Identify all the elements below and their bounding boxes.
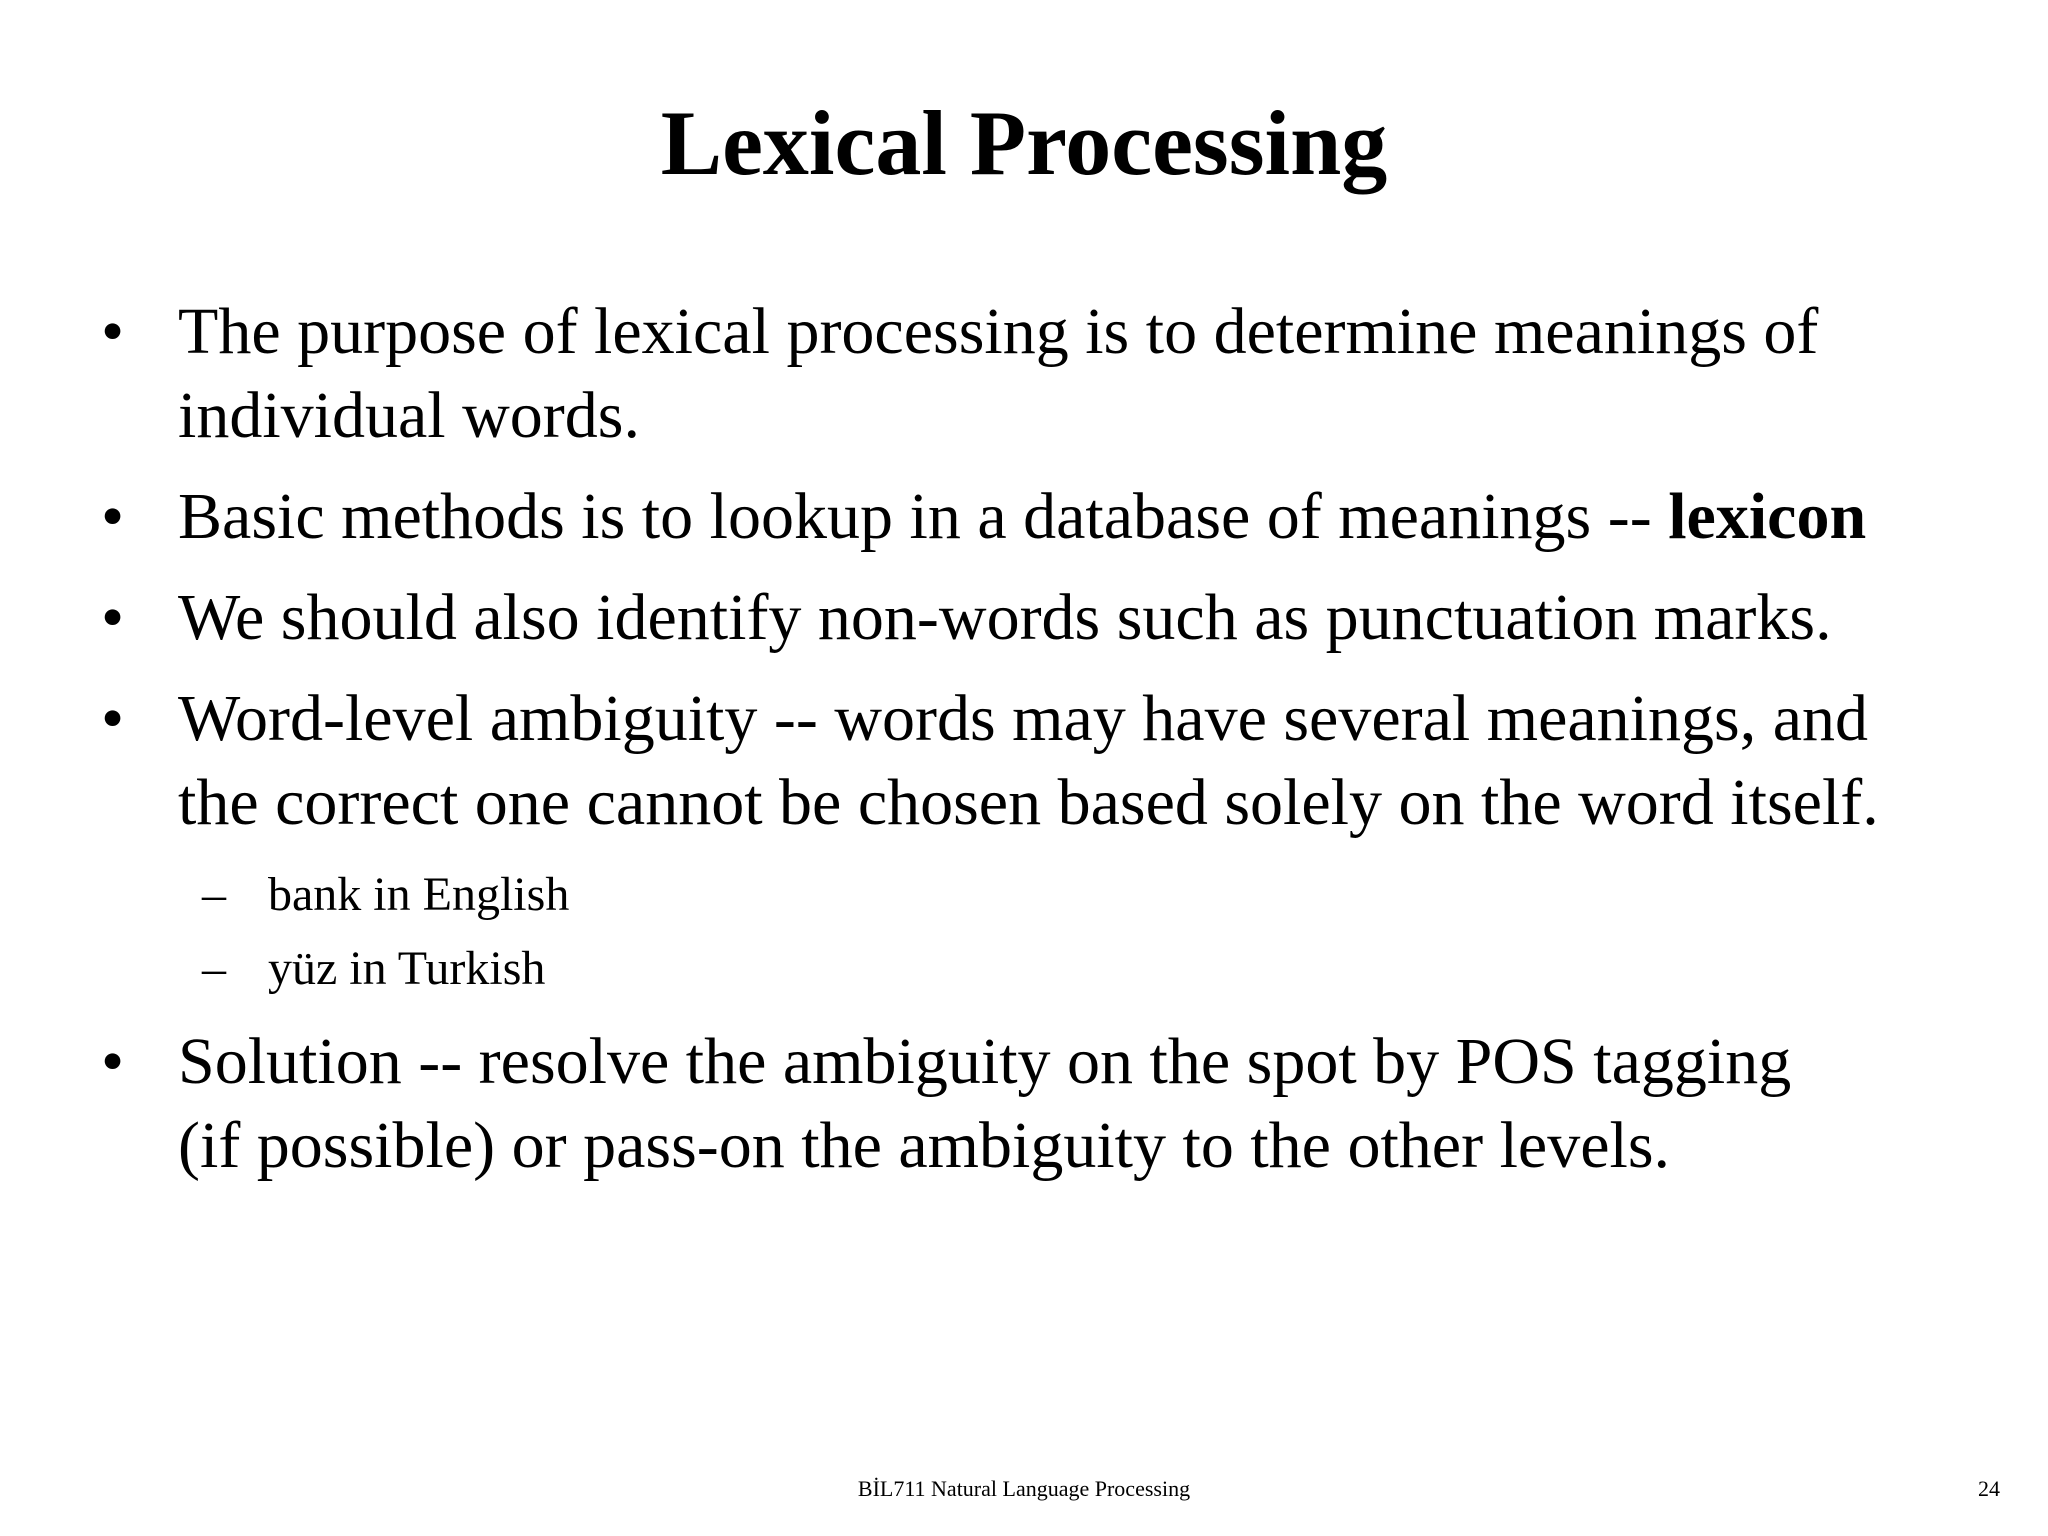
sub-bullet-marker: – bbox=[202, 942, 226, 995]
sub-bullet-list bbox=[0, 858, 2048, 1006]
sub-bullet-marker: – bbox=[202, 868, 226, 921]
bullet-item bbox=[0, 576, 2048, 660]
bullet-item bbox=[0, 290, 2048, 458]
sub-bullet-item bbox=[0, 932, 2048, 1006]
bullet-item bbox=[0, 677, 2048, 845]
bullet-marker: • bbox=[101, 1025, 125, 1098]
slide-body bbox=[0, 290, 2048, 1205]
bullet-text bbox=[178, 475, 2048, 559]
bullet-text: We should also identify non-words such as punctuation marks. bbox=[178, 581, 1832, 654]
bullet-text: the correct one cannot be chosen based solely on the word itself. bbox=[178, 766, 1879, 839]
bullet-text: (if possible) or pass-on the ambiguity to the other levels. bbox=[178, 1109, 1671, 1182]
sub-bullet-item bbox=[0, 858, 2048, 932]
bullet-marker: • bbox=[101, 682, 125, 755]
bullet-text-regular: Basic methods is to lookup in a database of meanings -- bbox=[178, 480, 1669, 553]
bullet-marker: • bbox=[101, 295, 125, 368]
bullet-marker: • bbox=[101, 581, 125, 654]
sub-bullet-text: yüz in Turkish bbox=[268, 942, 546, 995]
bullet-text: Solution -- resolve the ambiguity on the spot by POS tagging bbox=[178, 1025, 1792, 1098]
bullet-text: individual words. bbox=[178, 379, 640, 452]
bullet-text: Word-level ambiguity -- words may have several meanings, and bbox=[178, 682, 1868, 755]
bullet-text-bold: lexicon bbox=[1668, 480, 1867, 553]
page-number: 24 bbox=[1978, 1476, 2000, 1501]
bullet-marker: • bbox=[101, 480, 125, 553]
slide-title: Lexical Processing bbox=[660, 92, 1388, 194]
slide-footer: BİL711 Natural Language Processing bbox=[857, 1476, 1191, 1501]
bullet-item bbox=[0, 1020, 2048, 1188]
sub-bullet-text: bank in English bbox=[268, 868, 570, 921]
bullet-item bbox=[0, 475, 2048, 559]
bullet-text: The purpose of lexical processing is to determine meanings of bbox=[178, 295, 1819, 368]
